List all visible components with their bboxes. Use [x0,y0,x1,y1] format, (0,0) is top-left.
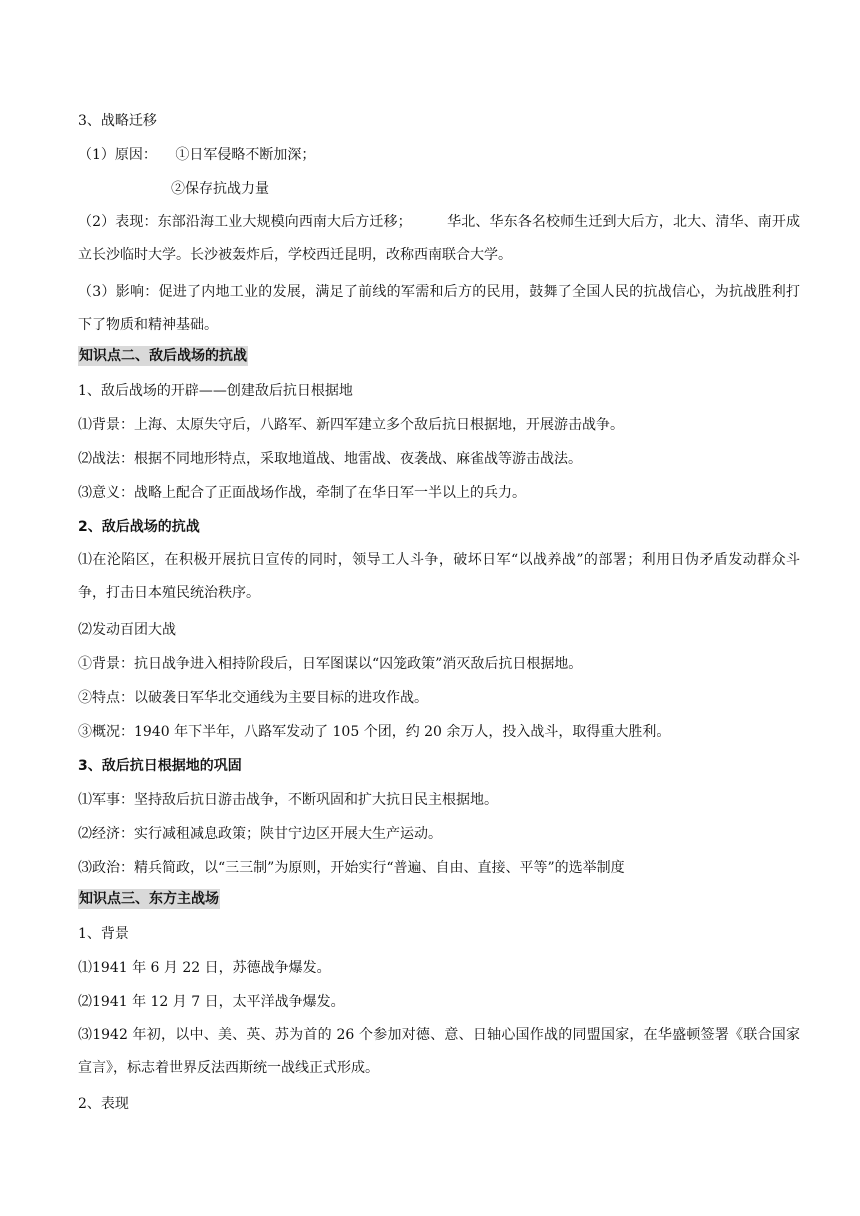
paragraph: ⑵发动百团大战 [78,622,176,638]
paragraph: （2）表现：东部沿海工业大规模向西南大后方迁移； 华北、华东各名校师生迁到大后方，北大、清华、南开成立长沙临时大学。长沙被轰炸后，学校西迁昆明，改称西南联合大学。 [78,214,800,263]
paragraph: ⑴在沦陷区，在积极开展抗日宣传的同时，领导工人斗争，破坏日军“以战养战”的部署；利用日伪矛盾发动群众斗争，打击日本殖民统治秩序。 [78,552,800,601]
knowledge-heading: 知识点三、东方主战场 [79,891,219,907]
subsection-title: 2、敌后战场的抗战 [78,519,200,535]
paragraph: ③概况：1940 年下半年，八路军发动了 105 个团，约 20 余万人，投入战斗，取得重大胜利。 [78,724,671,740]
reason-item: ①日军侵略不断加深； [175,147,316,163]
subsection-title: 3、敌后抗日根据地的巩固 [78,758,242,774]
paragraph: ⑴背景：上海、太原失守后，八路军、新四军建立多个敌后抗日根据地，开展游击战争。 [78,417,624,433]
paragraph: ⑴军事：坚持敌后抗日游击战争，不断巩固和扩大抗日民主根据地。 [78,792,498,808]
paragraph: ⑶政治：精兵简政，以“三三制”为原则，开始实行“普遍、自由、直接、平等”的选举制度 [78,860,625,876]
reason-label-text: （1）原因： [78,147,157,163]
paragraph: ⑵经济：实行减租减息政策；陕甘宁边区开展大生产运动。 [78,826,442,842]
paragraph: （3）影响：促进了内地工业的发展，满足了前线的军需和后方的民用，鼓舞了全国人民的抗战信心，为抗战胜利打下了物质和精神基础。 [78,284,800,333]
reason-item: ②保存抗战力量 [171,181,269,197]
paragraph: ①背景：抗日战争进入相持阶段后，日军图谋以“囚笼政策”消灭敌后抗日根据地。 [78,656,583,672]
subsection-title: 1、敌后战场的开辟——创建敌后抗日根据地 [78,383,353,399]
subsection-title: 2、表现 [78,1096,129,1112]
paragraph: ⑵1941 年 12 月 7 日，太平洋战争爆发。 [78,994,345,1010]
paragraph: ⑵战法：根据不同地形特点，采取地道战、地雷战、夜袭战、麻雀战等游击战法。 [78,451,582,467]
paragraph: ②特点：以破袭日军华北交通线为主要目标的进攻作战。 [78,690,428,706]
paragraph: ⑴1941 年 6 月 22 日，苏德战争爆发。 [78,960,331,976]
paragraph: ⑶1942 年初，以中、美、英、苏为首的 26 个参加对德、意、日轴心国作战的同盟国家，在华盛顿签署《联合国家 宣言》，标志着世界反法西斯统一战线正式形成。 [78,1027,800,1076]
knowledge-heading: 知识点二、敌后战场的抗战 [79,348,247,364]
paragraph: ⑶意义：战略上配合了正面战场作战，牵制了在华日军一半以上的兵力。 [78,485,526,501]
subsection-title: 1、背景 [78,926,129,942]
reason-label [78,145,800,165]
section-title: 3、战略迁移 [78,113,157,129]
